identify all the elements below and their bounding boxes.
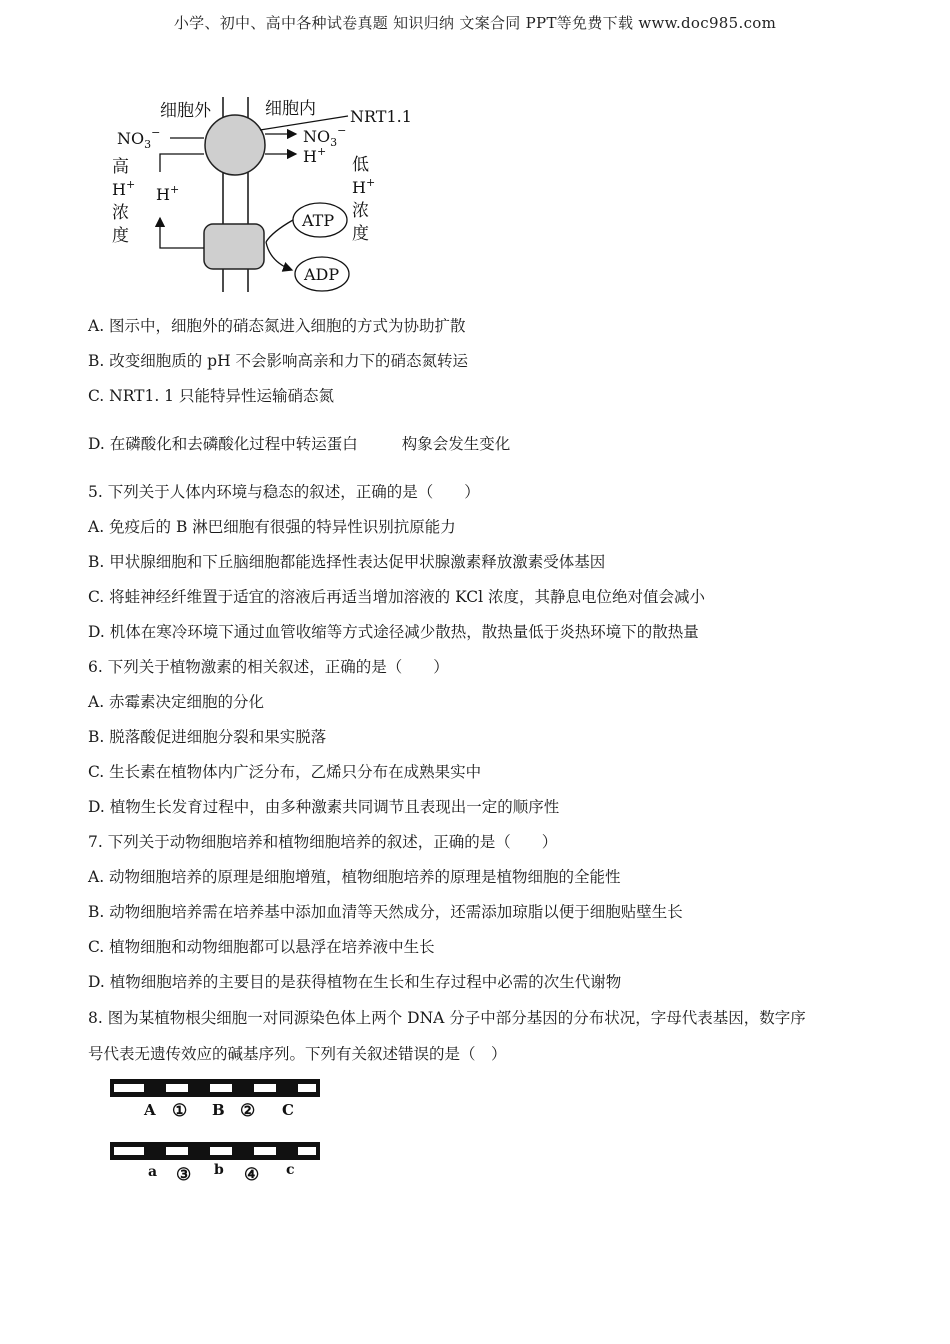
q5-stem: 5. 下列关于人体内环境与稳态的叙述，正确的是（ ） [88,483,480,501]
outside-label: 细胞外 [160,101,211,121]
q6-option-c: C. 生长素在植物体内广泛分布，乙烯只分布在成熟果实中 [88,763,482,781]
low-label-1: 低 [352,155,369,175]
dna-bottom-label-1: a [148,1164,158,1180]
high-label-4: 度 [112,226,129,246]
page-header: 小学、初中、高中各种试卷真题 知识归纳 文案合同 PPT等免费下载 www.doc985.com [173,14,777,32]
q4-option-d-part2: 构象会发生变化 [401,435,511,453]
low-label-3: 浓 [352,201,369,221]
high-label-1: 高 [112,157,129,177]
q7-option-b: B. 动物细胞培养需在培养基中添加血清等天然成分，还需添加琼脂以便于细胞贴壁生长 [88,903,683,921]
dna-molecule-bottom [110,1142,320,1160]
q6-option-d: D. 植物生长发育过程中，由多种激素共同调节且表现出一定的顺序性 [88,798,560,816]
q6-stem: 6. 下列关于植物激素的相关叙述，正确的是（ ） [88,658,449,676]
h-inside: H+ [303,145,327,166]
dna-bottom-label-5: c [286,1162,295,1178]
nrt-protein-circle [205,115,265,175]
no3-outside: $NO_3^-$ [117,126,161,151]
pump-protein [204,224,264,269]
atp-label: ATP [302,211,335,230]
q4-option-d-part1: D. 在磷酸化和去磷酸化过程中转运蛋白 [88,435,358,453]
dna-bottom-label-4: ④ [244,1165,260,1185]
high-label-2: H+ [112,178,136,199]
protein-label: NRT1.1 [350,107,412,126]
q7-option-d: D. 植物细胞培养的主要目的是获得植物在生长和生存过程中必需的次生代谢物 [88,973,622,991]
dna-bottom-label-3: b [214,1162,224,1178]
dna-top-label-2: ① [172,1101,188,1121]
q5-option-c: C. 将蛙神经纤维置于适宜的溶液后再适当增加溶液的 KCl 浓度，其静息电位绝对值会减小 [88,588,705,606]
dna-top-label-4: ② [240,1101,256,1121]
q7-option-a: A. 动物细胞培养的原理是细胞增殖，植物细胞培养的原理是植物细胞的全能性 [88,868,621,886]
q4-option-a: A. 图示中，细胞外的硝态氮进入细胞的方式为协助扩散 [88,317,466,335]
q7-stem: 7. 下列关于动物细胞培养和植物细胞培养的叙述，正确的是（ ） [88,833,558,851]
low-label-4: 度 [352,224,369,244]
dna-top-label-5: C [282,1101,294,1119]
q4-option-b: B. 改变细胞质的 pH 不会影响高亲和力下的硝态氮转运 [88,352,469,370]
low-label-2: H+ [352,176,376,197]
h-outside: H+ [156,183,180,204]
no3-inside: $NO_3^-$ [303,124,347,149]
q4-option-c: C. NRT1. 1 只能特异性运输硝态氮 [88,387,334,405]
q5-option-b: B. 甲状腺细胞和下丘脑细胞都能选择性表达促甲状腺激素释放激素受体基因 [88,553,606,571]
q8-stem-line2: 号代表无遗传效应的碱基序列。下列有关叙述错误的是（ ） [88,1045,507,1063]
q6-option-b: B. 脱落酸促进细胞分裂和果实脱落 [88,728,327,746]
q8-stem-line1: 8. 图为某植物根尖细胞一对同源染色体上两个 DNA 分子中部分基因的分布状况，字母代表基因，数字序 [88,1009,806,1027]
high-label-3: 浓 [112,203,129,223]
dna-top-label-3: B [212,1101,225,1119]
dna-molecule-top [110,1079,320,1097]
dna-bottom-label-2: ③ [176,1165,192,1185]
nrt-transport-diagram [100,92,420,302]
dna-top-label-1: A [144,1101,156,1119]
inside-label: 细胞内 [265,99,316,119]
q4-option-d [88,434,510,454]
q5-option-d: D. 机体在寒冷环境下通过血管收缩等方式途径减少散热，散热量低于炎热环境下的散热量 [88,623,699,641]
q5-option-a: A. 免疫后的 B 淋巴细胞有很强的特异性识别抗原能力 [88,518,456,536]
q6-option-a: A. 赤霉素决定细胞的分化 [88,693,265,711]
adp-label: ADP [304,265,340,284]
q7-option-c: C. 植物细胞和动物细胞都可以悬浮在培养液中生长 [88,938,435,956]
dna-diagram [108,1074,328,1189]
